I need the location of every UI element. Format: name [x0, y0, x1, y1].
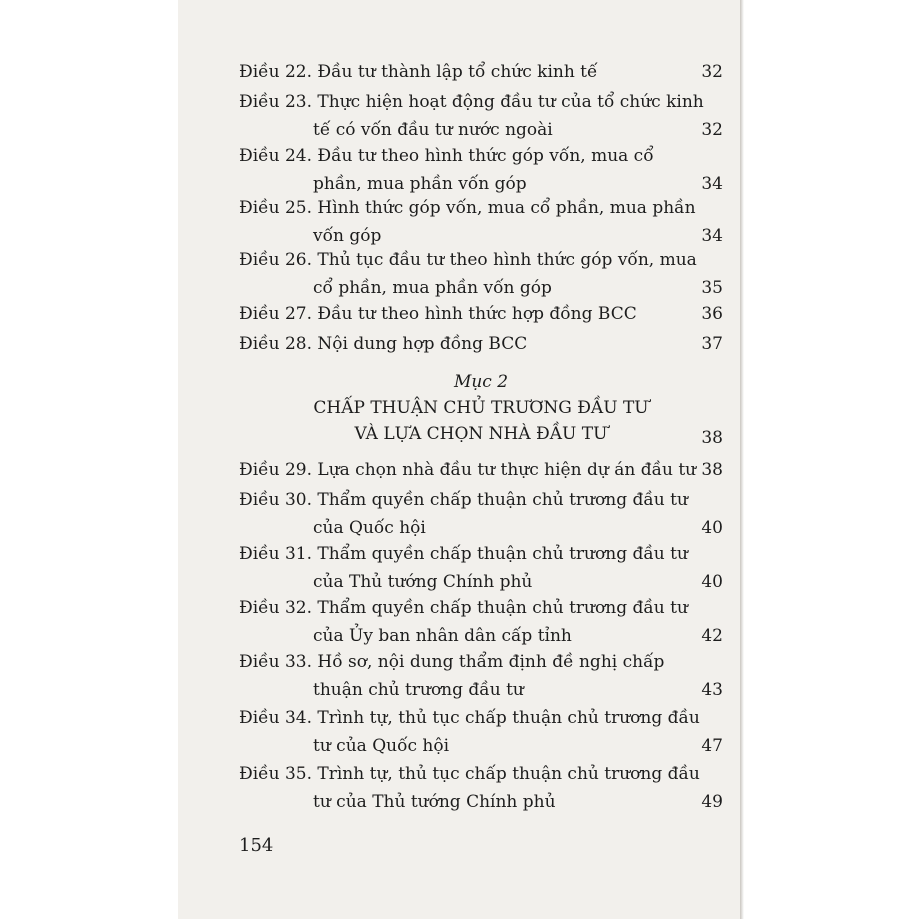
- toc-page-number: 34: [701, 226, 723, 246]
- toc-page-number: 42: [701, 626, 723, 646]
- toc-entry-dieu-35: [239, 760, 723, 816]
- toc-entry-text-cont: tế có vốn đầu tư nước ngoài: [313, 120, 553, 140]
- toc-page-number: 32: [701, 120, 723, 140]
- toc-entry-text-cont: vốn góp: [313, 226, 382, 246]
- toc-entry-text: Điều 24. Đầu tư theo hình thức góp vốn, mua cổ: [239, 146, 654, 166]
- toc-entry-text: Điều 30. Thẩm quyền chấp thuận chủ trương đầu tư: [239, 490, 688, 510]
- toc-page-number: 37: [701, 334, 723, 354]
- toc-entry-dieu-34: [239, 704, 723, 760]
- toc-entry-text: Điều 29. Lựa chọn nhà đầu tư thực hiện dự án đầu tư: [239, 460, 697, 480]
- toc-entry-text: Điều 35. Trình tự, thủ tục chấp thuận chủ trương đầu: [239, 764, 700, 784]
- section-label: Mục 2: [453, 372, 509, 392]
- section-title-line-2: VÀ LỰA CHỌN NHÀ ĐẦU TƯ: [354, 424, 608, 444]
- toc-entry-text-cont: của Ủy ban nhân dân cấp tỉnh: [313, 626, 572, 646]
- toc-page-number: 35: [701, 278, 723, 298]
- toc-entry-dieu-22: [239, 58, 723, 86]
- toc-entry-text: Điều 31. Thẩm quyền chấp thuận chủ trương đầu tư: [239, 544, 688, 564]
- toc-entry-text-cont: tư của Quốc hội: [313, 736, 450, 756]
- toc-entry-text: Điều 32. Thẩm quyền chấp thuận chủ trương đầu tư: [239, 598, 688, 618]
- section-title-line-1: CHẤP THUẬN CHỦ TRƯƠNG ĐẦU TƯ: [313, 398, 649, 418]
- toc-entry-dieu-25: [239, 194, 723, 250]
- section-page-number: 38: [701, 428, 723, 448]
- toc-entry-dieu-27: [239, 300, 723, 328]
- toc-entry-dieu-32: [239, 594, 723, 650]
- page-edge-shadow: [740, 0, 744, 919]
- toc-page-number: 47: [701, 736, 723, 756]
- toc-page-number: 32: [701, 62, 723, 82]
- toc-entry-text-cont: của Quốc hội: [313, 518, 426, 538]
- toc-page-number: 38: [701, 460, 723, 480]
- toc-entry-dieu-24: [239, 142, 723, 198]
- toc-entry-dieu-33: [239, 648, 723, 704]
- footer-page-number: 154: [239, 835, 274, 856]
- toc-entry-text: Điều 25. Hình thức góp vốn, mua cổ phần, mua phần: [239, 198, 696, 218]
- toc-page-number: 43: [701, 680, 723, 700]
- toc-page-number: 40: [701, 572, 723, 592]
- toc-entry-text: Điều 22. Đầu tư thành lập tổ chức kinh tế: [239, 62, 598, 82]
- toc-entry-dieu-31: [239, 540, 723, 596]
- toc-entry-text-cont: của Thủ tướng Chính phủ: [313, 572, 533, 592]
- toc-entry-text: Điều 34. Trình tự, thủ tục chấp thuận chủ trương đầu: [239, 708, 700, 728]
- toc-entry-text: Điều 28. Nội dung hợp đồng BCC: [239, 334, 528, 354]
- toc-entry-text: Điều 23. Thực hiện hoạt động đầu tư của tổ chức kinh: [239, 92, 704, 112]
- toc-page-number: 40: [701, 518, 723, 538]
- toc-entry-text: Điều 27. Đầu tư theo hình thức hợp đồng BCC: [239, 304, 637, 324]
- toc-entry-dieu-29: [239, 456, 723, 484]
- toc-page-number: 36: [701, 304, 723, 324]
- toc-entry-text: Điều 33. Hồ sơ, nội dung thẩm định đề nghị chấp: [239, 652, 665, 672]
- toc-entry-dieu-23: [239, 88, 723, 144]
- toc-entry-dieu-28: [239, 330, 723, 358]
- toc-entry-text-cont: thuận chủ trương đầu tư: [313, 680, 524, 700]
- toc-entry-dieu-30: [239, 486, 723, 542]
- toc-entry-text-cont: cổ phần, mua phần vốn góp: [313, 278, 552, 298]
- toc-page-number: 34: [701, 174, 723, 194]
- toc-page-number: 49: [701, 792, 723, 812]
- toc-entry-text: Điều 26. Thủ tục đầu tư theo hình thức góp vốn, mua: [239, 250, 697, 270]
- toc-entry-dieu-26: [239, 246, 723, 302]
- toc-entry-text-cont: phần, mua phần vốn góp: [313, 174, 527, 194]
- toc-entry-text-cont: tư của Thủ tướng Chính phủ: [313, 792, 556, 812]
